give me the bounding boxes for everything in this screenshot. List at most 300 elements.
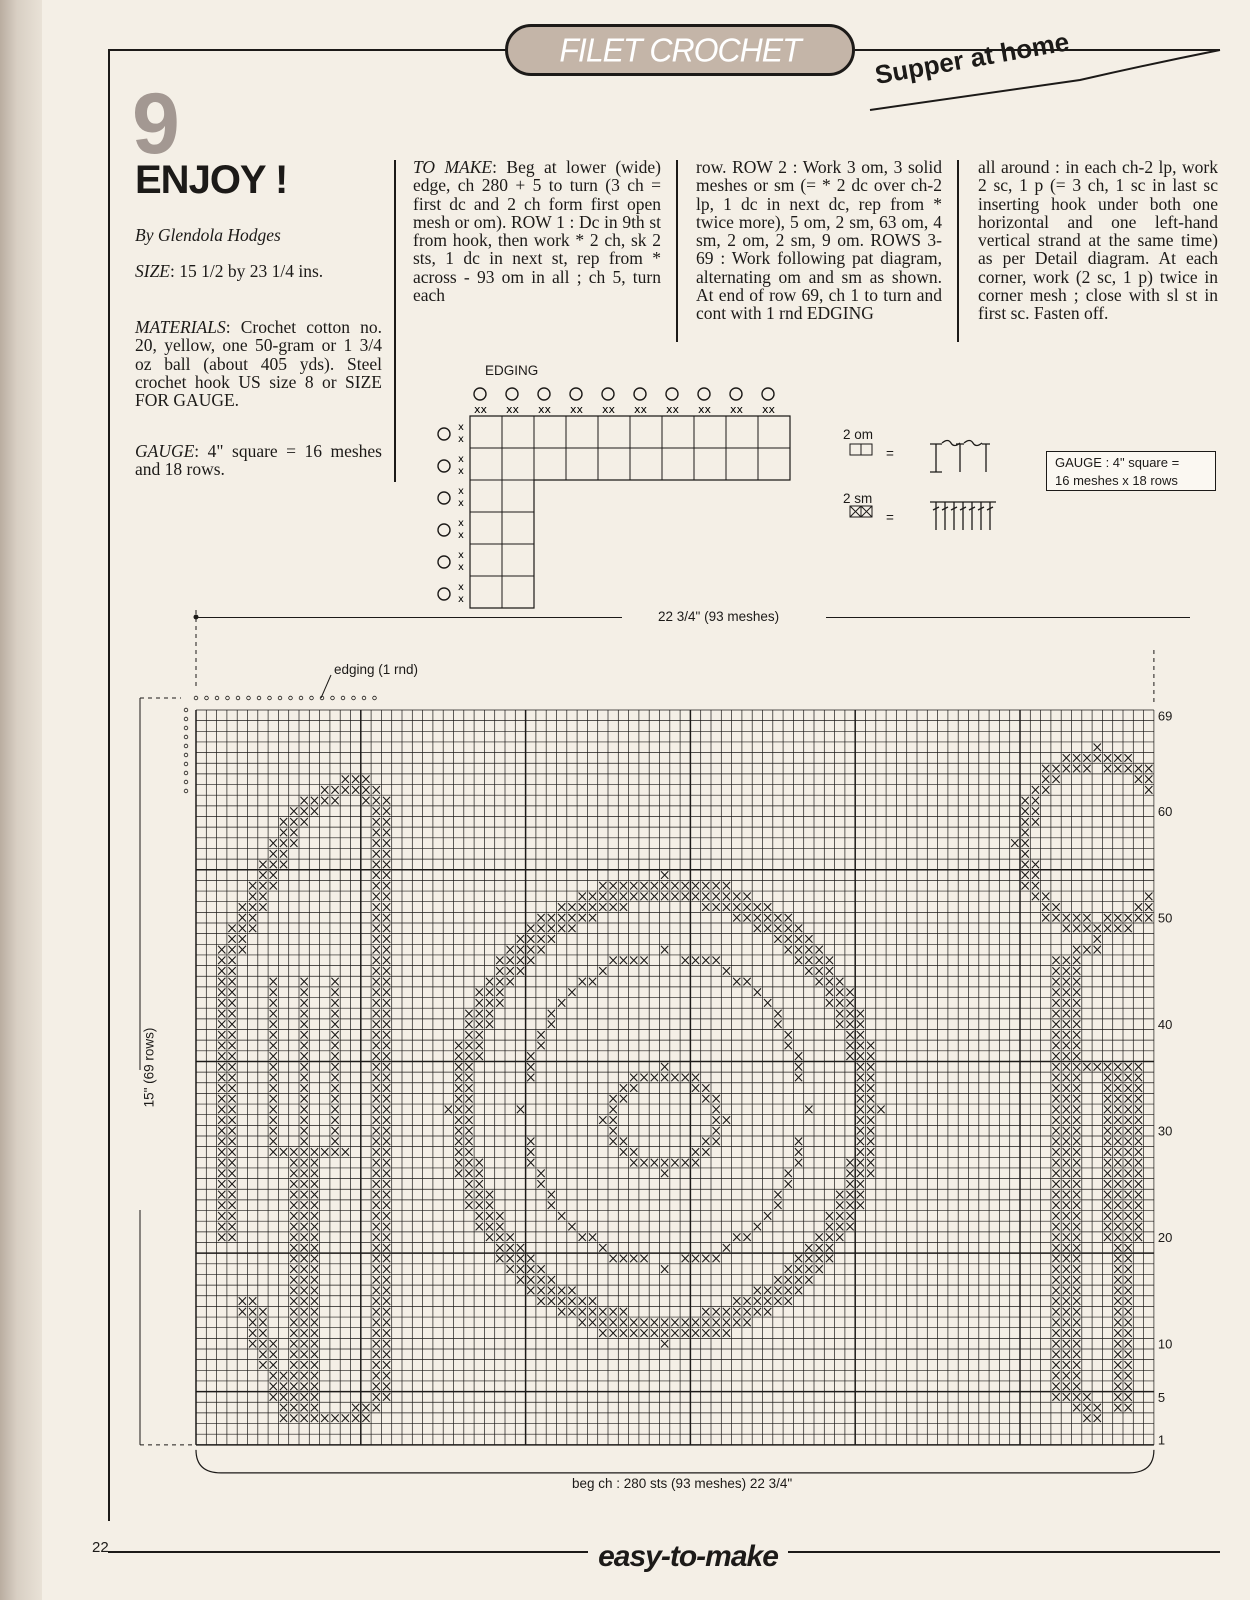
solid-mesh-cell: [383, 1052, 390, 1060]
solid-mesh-cell: [795, 1159, 802, 1167]
solid-mesh-cell: [259, 1308, 266, 1316]
solid-mesh-cell: [599, 903, 606, 911]
solid-mesh-cell: [630, 1329, 637, 1337]
solid-mesh-cell: [1125, 1340, 1132, 1348]
solid-mesh-cell: [486, 988, 493, 996]
row-number-label: 10: [1157, 1336, 1173, 1352]
solid-mesh-cell: [702, 893, 709, 901]
solid-mesh-cell: [301, 1169, 308, 1177]
edging-sc-mark: xx: [602, 403, 616, 416]
solid-mesh-cell: [239, 914, 246, 922]
chart-edging-dot: [205, 696, 209, 700]
solid-mesh-cell: [259, 893, 266, 901]
solid-mesh-cell: [527, 1074, 534, 1082]
solid-mesh-cell: [537, 946, 544, 954]
solid-mesh-cell: [383, 1308, 390, 1316]
solid-mesh-cell: [785, 1297, 792, 1305]
solid-mesh-cell: [857, 1116, 864, 1124]
solid-mesh-cell: [270, 988, 277, 996]
solid-mesh-cell: [1063, 1169, 1070, 1177]
solid-mesh-cell: [1022, 807, 1029, 815]
solid-mesh-cell: [785, 925, 792, 933]
solid-mesh-cell: [692, 1074, 699, 1082]
solid-mesh-cell: [836, 1010, 843, 1018]
solid-mesh-cell: [537, 1169, 544, 1177]
solid-mesh-cell: [383, 807, 390, 815]
solid-mesh-cell: [568, 1223, 575, 1231]
solid-mesh-cell: [661, 1340, 668, 1348]
solid-mesh-cell: [1104, 925, 1111, 933]
solid-mesh-cell: [620, 1084, 627, 1092]
solid-mesh-cell: [249, 882, 256, 890]
solid-mesh-cell: [671, 1074, 678, 1082]
solid-mesh-cell: [373, 882, 380, 890]
solid-mesh-cell: [527, 1052, 534, 1060]
solid-mesh-cell: [290, 1191, 297, 1199]
solid-mesh-cell: [1073, 1031, 1080, 1039]
solid-mesh-cell: [1022, 797, 1029, 805]
solid-mesh-cell: [568, 914, 575, 922]
solid-mesh-cell: [476, 988, 483, 996]
solid-mesh-cell: [1125, 754, 1132, 762]
solid-mesh-cell: [702, 1148, 709, 1156]
edging-diagram-title: EDGING: [485, 363, 539, 378]
solid-mesh-cell: [218, 988, 225, 996]
solid-mesh-cell: [723, 903, 730, 911]
chart-edging-dot: [194, 696, 198, 700]
solid-mesh-cell: [218, 1159, 225, 1167]
solid-mesh-cell: [1063, 1308, 1070, 1316]
solid-mesh-cell: [239, 925, 246, 933]
solid-mesh-cell: [383, 1010, 390, 1018]
width-end-dot: [194, 615, 199, 620]
solid-mesh-cell: [1135, 1159, 1142, 1167]
solid-mesh-cell: [218, 1052, 225, 1060]
chart-edging-dot: [299, 696, 303, 700]
solid-mesh-cell: [373, 925, 380, 933]
page-number: 22: [92, 1539, 109, 1556]
solid-mesh-cell: [1063, 1319, 1070, 1327]
solid-mesh-cell: [311, 1180, 318, 1188]
solid-mesh-cell: [1145, 903, 1152, 911]
solid-mesh-cell: [702, 1138, 709, 1146]
solid-mesh-cell: [1135, 1138, 1142, 1146]
solid-mesh-cell: [620, 1319, 627, 1327]
solid-mesh-cell: [620, 1095, 627, 1103]
solid-mesh-cell: [527, 1138, 534, 1146]
solid-mesh-cell: [383, 1031, 390, 1039]
solid-mesh-cell: [1135, 1084, 1142, 1092]
solid-mesh-cell: [1022, 882, 1029, 890]
solid-mesh-cell: [1063, 1042, 1070, 1050]
solid-mesh-cell: [290, 1255, 297, 1263]
solid-mesh-cell: [836, 1201, 843, 1209]
solid-mesh-cell: [589, 1308, 596, 1316]
solid-mesh-cell: [249, 893, 256, 901]
solid-mesh-cell: [301, 1361, 308, 1369]
solid-mesh-cell: [280, 1404, 287, 1412]
solid-mesh-cell: [1073, 925, 1080, 933]
solid-mesh-cell: [1052, 1148, 1059, 1156]
solid-mesh-cell: [537, 1287, 544, 1295]
solid-mesh-cell: [1135, 903, 1142, 911]
solid-mesh-cell: [1125, 925, 1132, 933]
solid-mesh-cell: [826, 1244, 833, 1252]
solid-mesh-cell: [507, 1265, 514, 1273]
solid-mesh-cell: [1063, 1233, 1070, 1241]
solid-mesh-cell: [517, 1265, 524, 1273]
solid-mesh-cell: [373, 1010, 380, 1018]
solid-mesh-cell: [589, 903, 596, 911]
solid-mesh-cell: [1063, 1382, 1070, 1390]
solid-mesh-cell: [383, 1255, 390, 1263]
solid-mesh-cell: [476, 1010, 483, 1018]
edging-sc-mark: xx: [474, 403, 488, 416]
solid-mesh-cell: [311, 1361, 318, 1369]
solid-mesh-cell: [548, 1010, 555, 1018]
solid-mesh-cell: [579, 978, 586, 986]
solid-mesh-cell: [1073, 1372, 1080, 1380]
edging-picot: [730, 388, 742, 400]
solid-mesh-cell: [1114, 925, 1121, 933]
solid-mesh-cell: [507, 978, 514, 986]
solid-mesh-cell: [383, 935, 390, 943]
solid-mesh-cell: [290, 1361, 297, 1369]
solid-mesh-cell: [465, 1084, 472, 1092]
solid-mesh-cell: [1125, 1159, 1132, 1167]
solid-mesh-cell: [383, 1148, 390, 1156]
solid-mesh-cell: [311, 1351, 318, 1359]
solid-mesh-cell: [610, 1329, 617, 1337]
solid-mesh-cell: [228, 1074, 235, 1082]
solid-mesh-cell: [733, 893, 740, 901]
solid-mesh-cell: [311, 1393, 318, 1401]
solid-mesh-cell: [640, 882, 647, 890]
series-tagline: Supper at home: [872, 26, 1072, 91]
solid-mesh-cell: [1125, 1255, 1132, 1263]
solid-mesh-cell: [383, 999, 390, 1007]
solid-mesh-cell: [290, 1372, 297, 1380]
solid-mesh-cell: [455, 1063, 462, 1071]
solid-mesh-cell: [846, 1212, 853, 1220]
solid-mesh-cell: [548, 1191, 555, 1199]
solid-mesh-cell: [383, 893, 390, 901]
solid-mesh-cell: [373, 1233, 380, 1241]
solid-mesh-cell: [383, 1372, 390, 1380]
solid-mesh-cell: [640, 1159, 647, 1167]
solid-mesh-cell: [1063, 925, 1070, 933]
solid-mesh-cell: [486, 1020, 493, 1028]
solid-mesh-cell: [1094, 935, 1101, 943]
solid-mesh-cell: [373, 1063, 380, 1071]
solid-mesh-cell: [1073, 1244, 1080, 1252]
column-divider-3: [957, 160, 959, 342]
solid-mesh-cell: [1114, 1329, 1121, 1337]
edging-picot: [506, 388, 518, 400]
solid-mesh-cell: [1114, 1308, 1121, 1316]
solid-mesh-cell: [1063, 1095, 1070, 1103]
solid-mesh-cell: [671, 893, 678, 901]
solid-mesh-cell: [1104, 1084, 1111, 1092]
solid-mesh-cell: [290, 1404, 297, 1412]
solid-mesh-cell: [630, 956, 637, 964]
row-number-label: 1: [1157, 1432, 1166, 1448]
solid-mesh-cell: [558, 914, 565, 922]
solid-mesh-cell: [373, 1138, 380, 1146]
solid-mesh-cell: [321, 1414, 328, 1422]
solid-mesh-cell: [301, 1276, 308, 1284]
solid-mesh-cell: [383, 1297, 390, 1305]
solid-mesh-cell: [259, 1319, 266, 1327]
solid-mesh-cell: [1104, 1074, 1111, 1082]
solid-mesh-cell: [805, 956, 812, 964]
solid-mesh-cell: [455, 1159, 462, 1167]
solid-mesh-cell: [785, 1287, 792, 1295]
solid-mesh-cell: [1022, 871, 1029, 879]
solid-mesh-cell: [610, 1116, 617, 1124]
solid-mesh-cell: [671, 1329, 678, 1337]
chart-edging-dot: [184, 762, 188, 766]
solid-mesh-cell: [630, 1255, 637, 1263]
solid-mesh-cell: [723, 1244, 730, 1252]
solid-mesh-cell: [311, 1201, 318, 1209]
solid-mesh-symbol: [850, 506, 872, 517]
solid-mesh-cell: [713, 1255, 720, 1263]
solid-mesh-cell: [301, 1404, 308, 1412]
solid-mesh-cell: [383, 1233, 390, 1241]
solid-mesh-cell: [1063, 1159, 1070, 1167]
chart-edging-dot: [310, 696, 314, 700]
solid-mesh-cell: [290, 839, 297, 847]
solid-mesh-cell: [270, 1138, 277, 1146]
solid-mesh-cell: [1063, 1329, 1070, 1337]
solid-mesh-cell: [373, 1074, 380, 1082]
solid-mesh-cell: [558, 925, 565, 933]
solid-mesh-cell: [290, 1382, 297, 1390]
solid-mesh-cell: [816, 978, 823, 986]
solid-mesh-cell: [1104, 1148, 1111, 1156]
solid-mesh-cell: [1073, 967, 1080, 975]
solid-mesh-cell: [465, 1106, 472, 1114]
solid-mesh-cell: [373, 1116, 380, 1124]
solid-mesh-cell: [228, 1148, 235, 1156]
edging-sc-mark: xx: [538, 403, 552, 416]
solid-mesh-cell: [1073, 1159, 1080, 1167]
solid-mesh-cell: [1125, 1148, 1132, 1156]
edging-picot: [538, 388, 550, 400]
solid-mesh-cell: [1063, 1276, 1070, 1284]
solid-mesh-cell: [290, 1233, 297, 1241]
solid-mesh-cell: [1052, 1287, 1059, 1295]
solid-mesh-cell: [816, 1265, 823, 1273]
solid-mesh-cell: [589, 1319, 596, 1327]
solid-mesh-cell: [1114, 1382, 1121, 1390]
solid-mesh-cell: [713, 1308, 720, 1316]
solid-mesh-cell: [568, 1297, 575, 1305]
solid-mesh-cell: [1073, 1010, 1080, 1018]
solid-mesh-cell: [620, 903, 627, 911]
solid-mesh-cell: [527, 925, 534, 933]
solid-mesh-cell: [1073, 1020, 1080, 1028]
solid-mesh-cell: [1052, 1020, 1059, 1028]
solid-mesh-cell: [1114, 1351, 1121, 1359]
solid-mesh-cell: [1125, 914, 1132, 922]
solid-mesh-cell: [1114, 1404, 1121, 1412]
solid-mesh-cell: [1063, 1116, 1070, 1124]
solid-mesh-cell: [630, 1084, 637, 1092]
chart-edging-dot: [184, 717, 188, 721]
solid-mesh-cell: [846, 1201, 853, 1209]
solid-mesh-cell: [507, 1233, 514, 1241]
solid-mesh-cell: [651, 1319, 658, 1327]
solid-mesh-cell: [465, 1052, 472, 1060]
solid-mesh-cell: [1125, 1191, 1132, 1199]
solid-mesh-cell: [1073, 1340, 1080, 1348]
solid-mesh-cell: [1094, 754, 1101, 762]
solid-mesh-cell: [301, 1010, 308, 1018]
solid-mesh-cell: [301, 1180, 308, 1188]
solid-mesh-cell: [661, 1319, 668, 1327]
solid-mesh-cell: [1052, 1212, 1059, 1220]
solid-mesh-cell: [1125, 1276, 1132, 1284]
solid-mesh-cell: [1114, 1233, 1121, 1241]
solid-mesh-cell: [455, 1116, 462, 1124]
solid-mesh-cell: [764, 1308, 771, 1316]
solid-mesh-cell: [465, 1148, 472, 1156]
edging-sc-mark: xx: [698, 403, 712, 416]
solid-mesh-cell: [846, 1042, 853, 1050]
solid-mesh-cell: [270, 882, 277, 890]
open-mesh-symbol: [850, 444, 872, 455]
solid-mesh-cell: [599, 1329, 606, 1337]
solid-mesh-cell: [290, 807, 297, 815]
solid-mesh-cell: [383, 1074, 390, 1082]
gauge-box-line-2: 16 meshes x 18 rows: [1055, 473, 1178, 488]
solid-mesh-cell: [867, 1063, 874, 1071]
solid-mesh-cell: [1114, 1116, 1121, 1124]
solid-mesh-cell: [280, 1393, 287, 1401]
solid-mesh-cell: [373, 818, 380, 826]
solid-mesh-cell: [218, 1191, 225, 1199]
solid-mesh-cell: [1104, 1201, 1111, 1209]
solid-mesh-cell: [805, 1106, 812, 1114]
solid-mesh-cell: [1063, 967, 1070, 975]
solid-mesh-cell: [836, 999, 843, 1007]
solid-mesh-cell: [1042, 775, 1049, 783]
solid-mesh-cell: [1063, 1106, 1070, 1114]
solid-mesh-cell: [290, 1340, 297, 1348]
solid-mesh-cell: [579, 903, 586, 911]
solid-mesh-cell: [218, 1148, 225, 1156]
solid-mesh-cell: [331, 1116, 338, 1124]
solid-mesh-cell: [373, 1329, 380, 1337]
solid-mesh-cell: [1125, 1265, 1132, 1273]
solid-mesh-cell: [496, 1223, 503, 1231]
solid-mesh-cell: [1114, 1361, 1121, 1369]
solid-mesh-cell: [373, 1052, 380, 1060]
solid-mesh-cell: [373, 935, 380, 943]
solid-mesh-cell: [373, 839, 380, 847]
solid-mesh-cell: [1063, 956, 1070, 964]
solid-mesh-cell: [311, 1329, 318, 1337]
solid-mesh-cell: [239, 935, 246, 943]
solid-mesh-cell: [1083, 914, 1090, 922]
solid-mesh-cell: [1073, 1180, 1080, 1188]
solid-mesh-cell: [1052, 1276, 1059, 1284]
solid-mesh-cell: [1052, 1308, 1059, 1316]
solid-mesh-cell: [671, 1319, 678, 1327]
solid-mesh-cell: [1073, 1106, 1080, 1114]
solid-mesh-cell: [496, 1244, 503, 1252]
size-label: SIZE: [135, 261, 170, 281]
chart-edging-dot: [352, 696, 356, 700]
solid-mesh-cell: [661, 1063, 668, 1071]
solid-mesh-cell: [218, 1063, 225, 1071]
solid-mesh-cell: [1063, 1287, 1070, 1295]
chart-edging-dot: [215, 696, 219, 700]
solid-mesh-cell: [1063, 1138, 1070, 1146]
solid-mesh-cell: [599, 1116, 606, 1124]
solid-mesh-cell: [620, 1255, 627, 1263]
solid-mesh-cell: [568, 988, 575, 996]
solid-mesh-cell: [785, 1276, 792, 1284]
solid-mesh-cell: [228, 1169, 235, 1177]
solid-mesh-cell: [331, 1138, 338, 1146]
solid-mesh-cell: [661, 1329, 668, 1337]
solid-mesh-cell: [630, 1159, 637, 1167]
solid-mesh-cell: [867, 1169, 874, 1177]
solid-mesh-cell: [1052, 1042, 1059, 1050]
solid-mesh-cell: [321, 797, 328, 805]
solid-mesh-cell: [805, 1265, 812, 1273]
solid-mesh-cell: [1073, 1212, 1080, 1220]
solid-mesh-cell: [352, 775, 359, 783]
solid-mesh-cell: [846, 1180, 853, 1188]
solid-mesh-cell: [383, 978, 390, 986]
solid-mesh-cell: [1114, 1255, 1121, 1263]
logo-text: easy-to-make: [598, 1540, 778, 1573]
solid-mesh-cell: [1125, 1404, 1132, 1412]
solid-mesh-cell: [836, 1020, 843, 1028]
solid-mesh-cell: [496, 999, 503, 1007]
solid-mesh-cell: [1063, 999, 1070, 1007]
solid-mesh-cell: [630, 1319, 637, 1327]
solid-mesh-cell: [764, 903, 771, 911]
solid-mesh-cell: [599, 893, 606, 901]
edging-sc-mark: x: [458, 562, 464, 573]
solid-mesh-cell: [1052, 775, 1059, 783]
solid-mesh-cell: [1063, 914, 1070, 922]
chart-edging-dot: [257, 696, 261, 700]
solid-mesh-cell: [342, 1148, 349, 1156]
solid-mesh-cell: [373, 1255, 380, 1263]
solid-mesh-cell: [290, 1159, 297, 1167]
solid-mesh-cell: [383, 925, 390, 933]
solid-mesh-cell: [373, 1382, 380, 1390]
solid-mesh-cell: [857, 1159, 864, 1167]
solid-mesh-cell: [1052, 1340, 1059, 1348]
solid-mesh-cell: [610, 1319, 617, 1327]
chart-edging-dot: [278, 696, 282, 700]
solid-mesh-cell: [692, 1159, 699, 1167]
solid-mesh-cell: [218, 1106, 225, 1114]
solid-mesh-cell: [1063, 1372, 1070, 1380]
solid-mesh-cell: [1052, 1265, 1059, 1273]
solid-mesh-cell: [1104, 1159, 1111, 1167]
solid-mesh-cell: [228, 946, 235, 954]
solid-mesh-cell: [1145, 893, 1152, 901]
solid-mesh-cell: [1135, 1223, 1142, 1231]
